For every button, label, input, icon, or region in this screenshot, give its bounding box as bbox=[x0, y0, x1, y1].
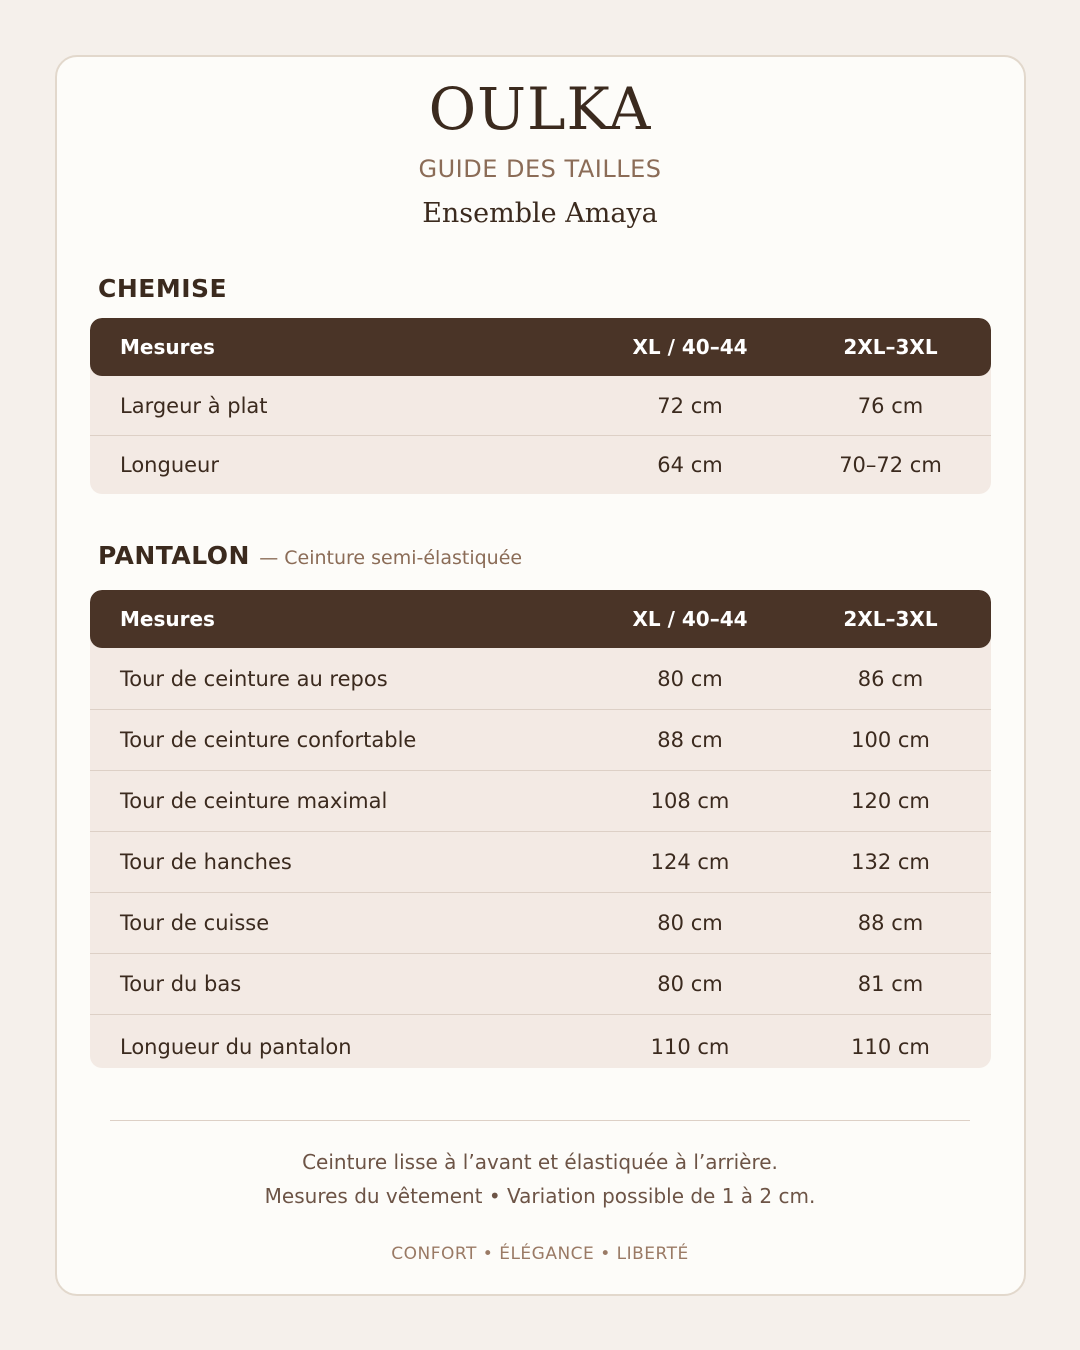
footer-note-measures: Mesures du vêtement • Variation possible de 1 à 2 cm. bbox=[264, 1184, 816, 1208]
guide-subtitle: GUIDE DES TAILLES bbox=[418, 155, 662, 183]
measure-label: Tour de ceinture maximal bbox=[120, 789, 388, 813]
table-row bbox=[90, 1014, 991, 1068]
column-header: XL / 40–44 bbox=[632, 607, 748, 631]
footer-divider bbox=[110, 1120, 970, 1121]
shirt-section-title: CHEMISE bbox=[98, 274, 228, 303]
measure-value: 80 cm bbox=[657, 666, 723, 691]
measure-value: 100 cm bbox=[851, 728, 930, 752]
brand-title: OULKA bbox=[428, 75, 652, 143]
footer-note-waistband: Ceinture lisse à l’avant et élastiquée à l’arrière. bbox=[302, 1150, 778, 1174]
measure-value: 64 cm bbox=[657, 453, 723, 477]
table-row bbox=[90, 770, 991, 831]
measure-value: 80 cm bbox=[657, 911, 723, 935]
measure-label: Longueur du pantalon bbox=[120, 1034, 352, 1059]
table-body bbox=[90, 376, 991, 494]
measure-label: Tour de hanches bbox=[120, 850, 292, 874]
measure-value: 72 cm bbox=[657, 393, 723, 418]
measure-value: 110 cm bbox=[650, 1034, 730, 1059]
pants-section-title bbox=[98, 541, 522, 570]
measure-value: 132 cm bbox=[851, 850, 930, 874]
column-header: 2XL–3XL bbox=[843, 335, 938, 359]
measure-label: Tour du bas bbox=[120, 972, 242, 996]
measure-value: 124 cm bbox=[650, 850, 730, 874]
measure-label: Longueur bbox=[120, 453, 219, 477]
measure-label: Tour de cuisse bbox=[120, 911, 270, 935]
column-header: 2XL–3XL bbox=[843, 607, 938, 631]
measure-value: 86 cm bbox=[857, 666, 924, 691]
table-row bbox=[90, 953, 991, 1014]
product-name: Ensemble Amaya bbox=[422, 198, 658, 229]
table-row bbox=[90, 376, 991, 435]
pants-size-table bbox=[90, 590, 991, 1068]
measure-value: 81 cm bbox=[857, 972, 924, 996]
table-row bbox=[90, 709, 991, 770]
measure-value: 88 cm bbox=[857, 911, 924, 935]
pants-title: PANTALON bbox=[98, 541, 250, 570]
table-row bbox=[90, 435, 991, 494]
measure-label: Largeur à plat bbox=[120, 393, 268, 418]
measure-label: Tour de ceinture confortable bbox=[120, 728, 417, 752]
footer-tagline: CONFORT • ÉLÉGANCE • LIBERTÉ bbox=[391, 1244, 689, 1264]
measure-value: 76 cm bbox=[857, 393, 924, 418]
table-header bbox=[90, 590, 991, 648]
measure-value: 108 cm bbox=[650, 789, 730, 813]
table-row bbox=[90, 648, 991, 709]
measure-value: 88 cm bbox=[657, 728, 723, 752]
column-header: XL / 40–44 bbox=[632, 335, 748, 359]
table-row bbox=[90, 892, 991, 953]
column-header: Mesures bbox=[120, 335, 215, 359]
column-header: Mesures bbox=[120, 607, 215, 631]
shirt-size-table bbox=[90, 318, 991, 494]
pants-note: — Ceinture semi-élastiquée bbox=[259, 547, 523, 569]
measure-label: Tour de ceinture au repos bbox=[120, 666, 388, 691]
measure-value: 120 cm bbox=[851, 789, 930, 813]
table-row bbox=[90, 831, 991, 892]
measure-value: 110 cm bbox=[851, 1034, 930, 1059]
table-body bbox=[90, 648, 991, 1068]
table-header bbox=[90, 318, 991, 376]
measure-value: 80 cm bbox=[657, 972, 723, 996]
measure-value: 70–72 cm bbox=[839, 453, 942, 477]
